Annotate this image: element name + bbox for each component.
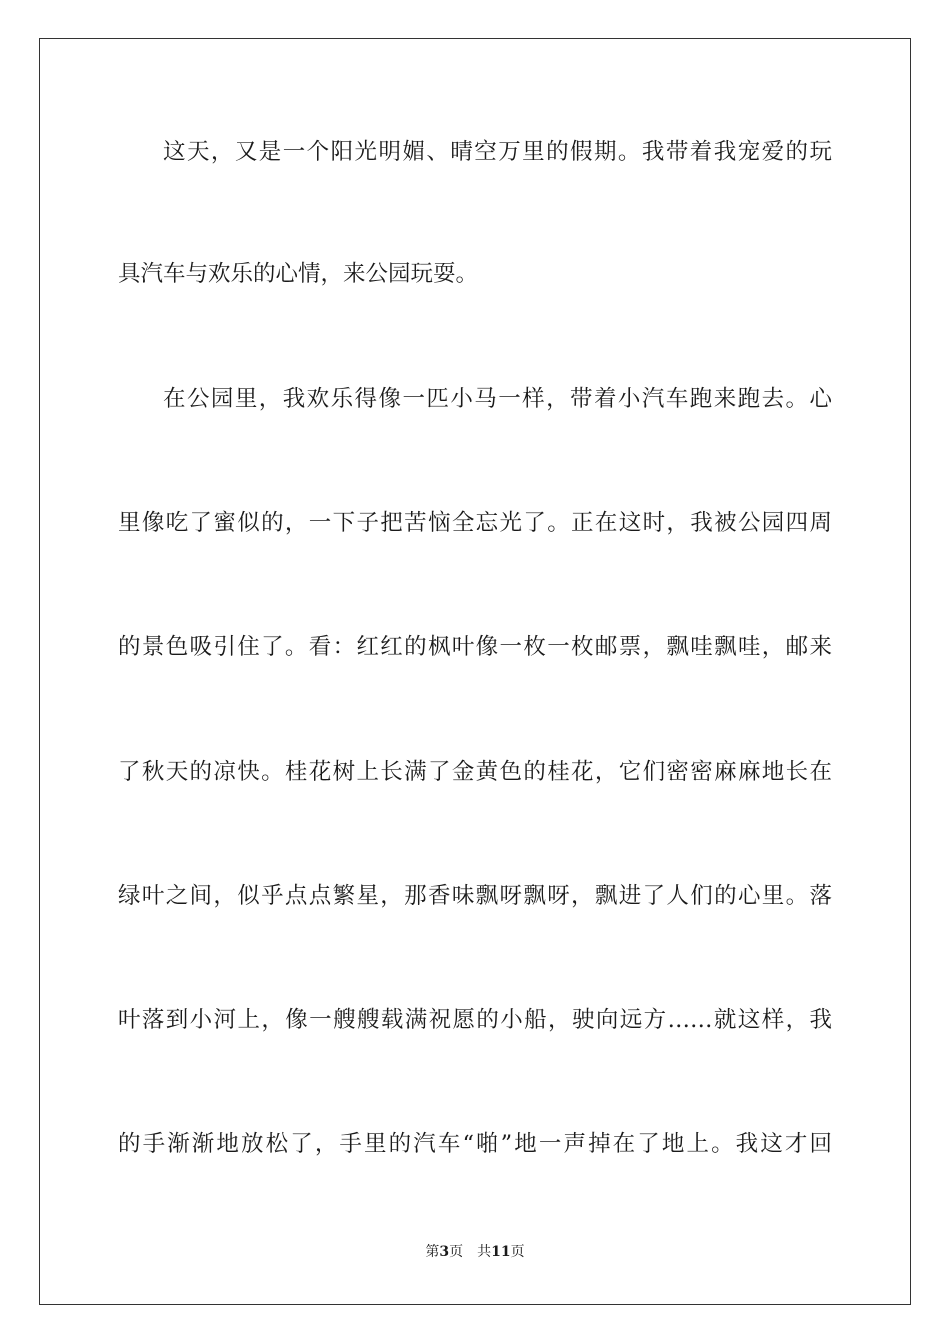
paragraph-1-line-2: 具汽车与欢乐的心情，来公园玩耍。 [118,261,479,287]
paragraph-2-line-1: 在公园里，我欢乐得像一匹小马一样，带着小汽车跑来跑去。心 [163,386,832,412]
paragraph-2-line-4: 了秋天的凉快。桂花树上长满了金黄色的桂花，它们密密麻麻地长在 [118,759,832,785]
page-prefix: 第 [425,1244,440,1260]
total-suffix: 页 [510,1244,525,1260]
page-border [39,38,911,1305]
paragraph-2-line-6: 叶落到小河上，像一艘艘载满祝愿的小船，驶向远方……就这样，我 [118,1007,832,1033]
paragraph-2-line-5: 绿叶之间，似乎点点繁星，那香味飘呀飘呀，飘进了人们的心里。落 [118,883,832,909]
paragraph-2-line-2: 里像吃了蜜似的，一下子把苦恼全忘光了。正在这时，我被公园四周 [118,510,832,536]
paragraph-2-line-3: 的景色吸引住了。看：红红的枫叶像一枚一枚邮票，飘哇飘哇，邮来 [118,634,832,660]
page-suffix: 页 [449,1244,464,1260]
paragraph-2-line-7: 的手渐渐地放松了，手里的汽车“啪”地一声掉在了地上。我这才回 [118,1131,832,1157]
total-prefix: 共 [477,1244,492,1260]
total-pages: 11 [491,1244,511,1260]
page-number: 3 [439,1244,450,1260]
paragraph-1-line-1: 这天，又是一个阳光明媚、晴空万里的假期。我带着我宠爱的玩 [163,139,832,165]
page-footer [0,1243,950,1261]
